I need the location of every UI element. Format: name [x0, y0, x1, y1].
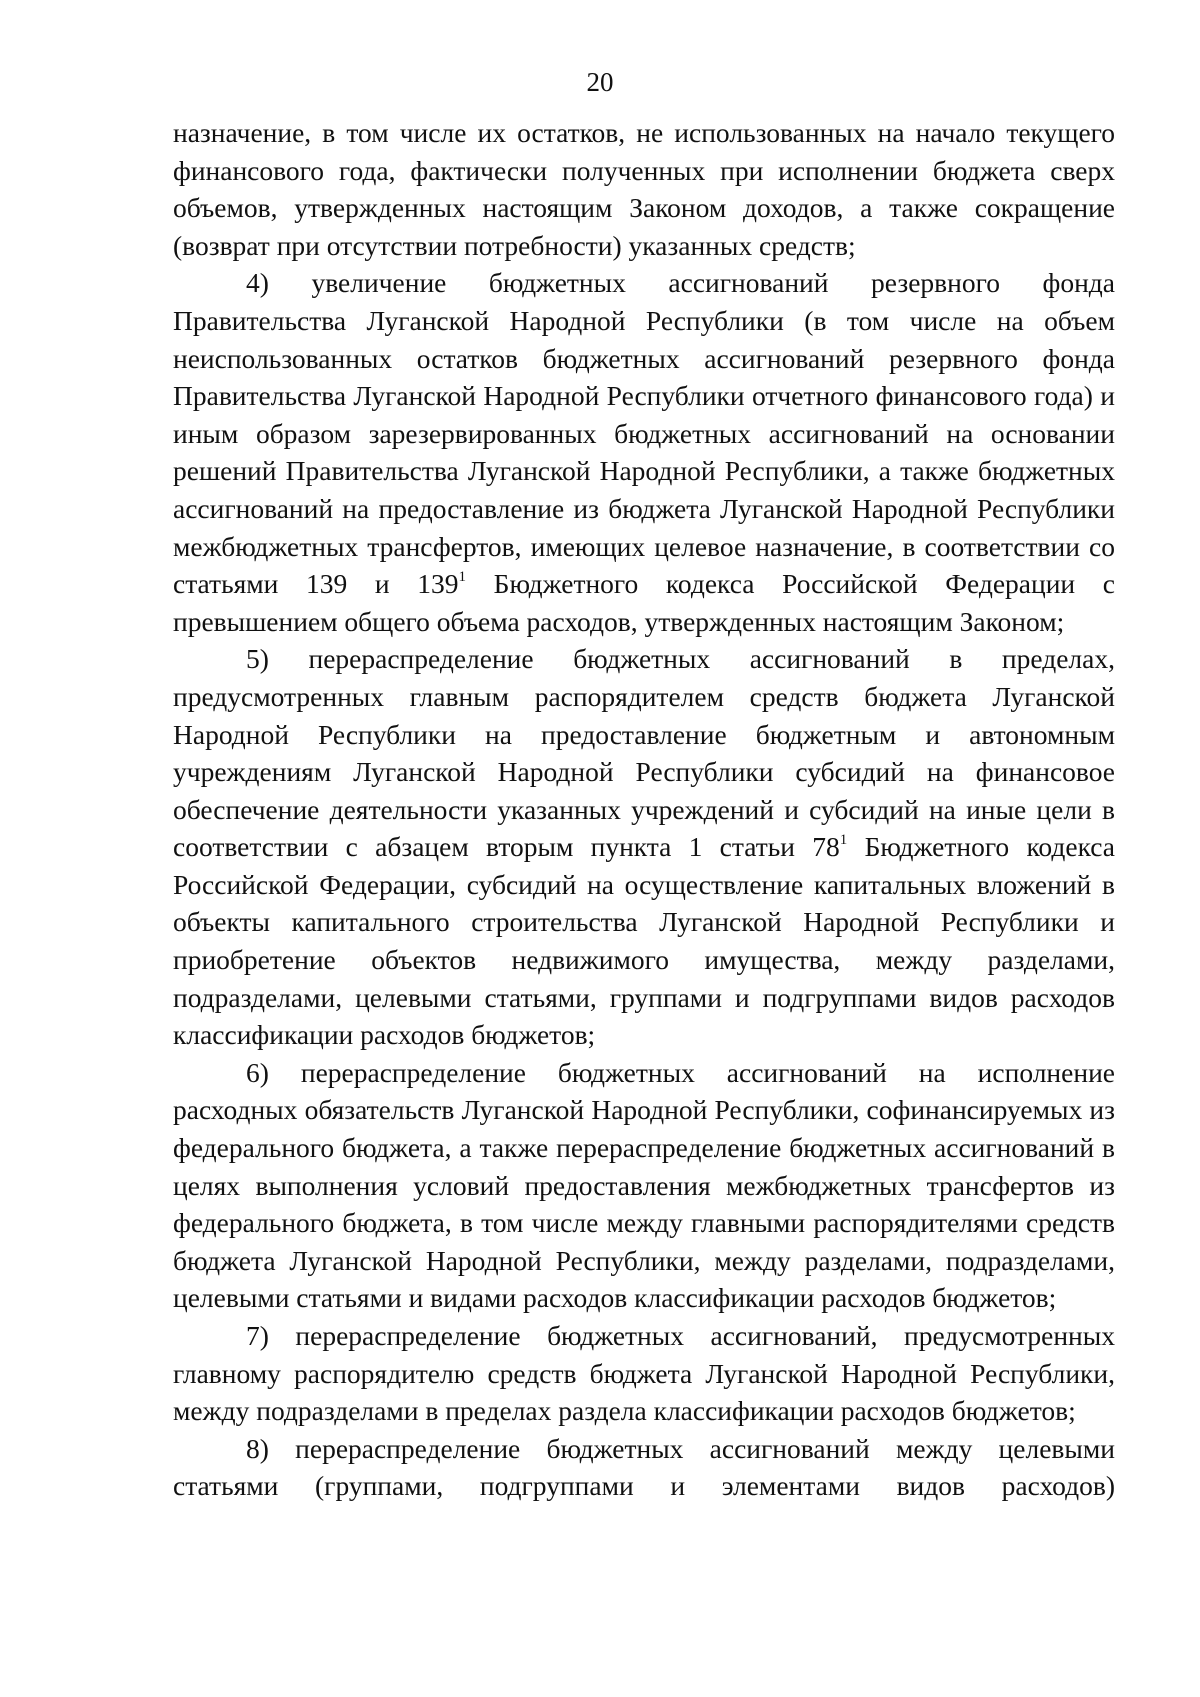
paragraph-item-5-text-end: Бюджетного кодекса Российской Федерации, субсидий на осуществление капитальных вложений в объекты капитального строительства Луганской Народной Республики и приобретение объектов недвижимого имущества, между разделами, подразделами, целевыми статьями, группами и подгруппами видов расходов классификации расходов бюджетов;	[173, 831, 1115, 1051]
paragraph-item-4-text: 4) увеличение бюджетных ассигнований резервного фонда Правительства Луганской Народной Республики (в том числе на объем неиспользованных остатков бюджетных ассигнований резервного фонда Правительства Луганской Народной Республики отчетного финансового года) и иным образом зарезервированных бюджетных ассигнований на основании решений Правительства Луганской Народной Республики, а также бюджетных ассигнований на предоставление из бюджета Луганской Народной Республики межбюджетных трансфертов, имеющих целевое назначение, в соответствии со статьями 139 и 139	[173, 267, 1115, 600]
paragraph-item-5	[173, 640, 1115, 1054]
paragraph-item-6: 6) перераспределение бюджетных ассигнований на исполнение расходных обязательств Луганской Народной Республики, софинансируемых из федерального бюджета, а также перераспределение бюджетных ассигнований в целях выполнения условий предоставления межбюджетных трансфертов из федерального бюджета, в том числе между главными распорядителями средств бюджета Луганской Народной Республики, между разделами, подразделами, целевыми статьями и видами расходов классификации расходов бюджетов;	[173, 1056, 1115, 1314]
paragraph-item-7: 7) перераспределение бюджетных ассигнований, предусмотренных главному распорядителю средств бюджета Луганской Народной Республики, между подразделами в пределах раздела классификации расходов бюджетов;	[173, 1320, 1115, 1427]
paragraph-item-4-text-end: Бюджетного кодекса Российской Федерации с превышением общего объема расходов, утвержденных настоящим Законом;	[173, 568, 1115, 637]
superscript-article-number: 1	[839, 832, 848, 849]
document-body	[173, 114, 1115, 1505]
paragraph-item-8: 8) перераспределение бюджетных ассигнований между целевыми статьями (группами, подгруппами и элементами видов расходов)	[173, 1432, 1115, 1502]
superscript-article-number: 1	[458, 569, 467, 586]
paragraph-continuation: назначение, в том числе их остатков, не использованных на начало текущего финансового года, фактически полученных при исполнении бюджета сверх объемов, утвержденных настоящим Законом доходов, а также сокращение (возврат при отсутствии потребности) указанных средств;	[173, 117, 1115, 261]
paragraph-item-5-text: 5) перераспределение бюджетных ассигнований в пределах, предусмотренных главным распорядителем средств бюджета Луганской Народной Республики на предоставление бюджетным и автономным учреждениям Луганской Народной Республики субсидий на финансовое обеспечение деятельности указанных учреждений и субсидий на иные цели в соответствии с абзацем вторым пункта 1 статьи 78	[173, 643, 1115, 863]
page-number: 20	[586, 67, 614, 97]
paragraph-item-4	[173, 264, 1115, 640]
